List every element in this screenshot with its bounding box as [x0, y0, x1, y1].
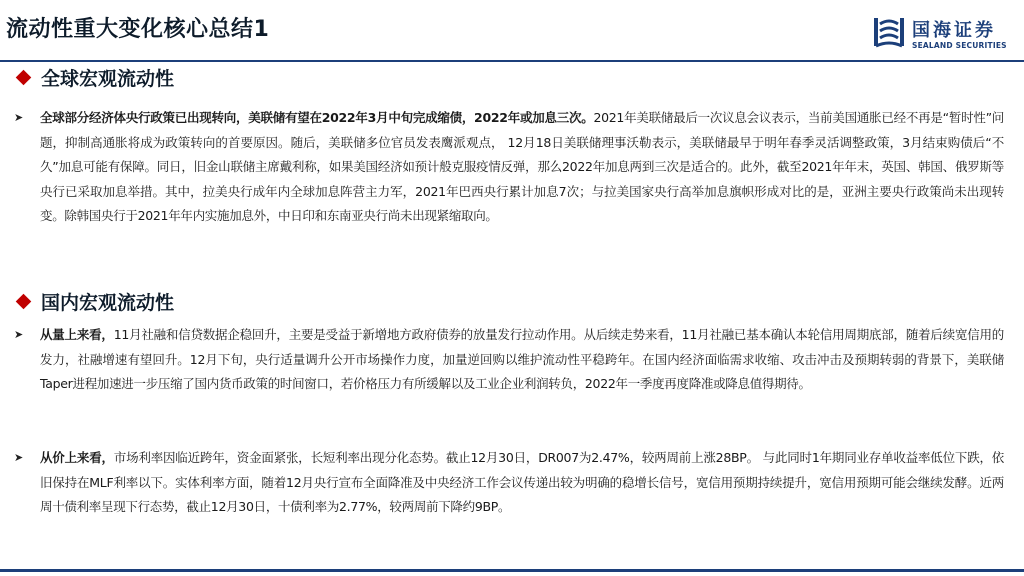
paragraph-body: 2021年美联储最后一次议息会议表示，当前美国通胀已经不再是“暂时性”问题，抑制高通胀将成为政策转向的首要原因。随后，美联储多位官员发表鹰派观点， 12月18日美联储理事沃勒表示，美联储最早于明年春季灵活调整政策，3月结束购债后“不久”加息可能有保障。同日，旧金山联储主席戴利称，如果美国经济如预计般克服疫情反弹，那么2022年加息两到三次是适合的。此外，截至2021年年末，英国、韩国、俄罗斯等央行已采取加息举措。其中，拉美央行成年内全球加息阵营主力军，2021年巴西央行累计加息7次；与拉美国家央行高举加息旗帜形成对比的是，亚洲主要央行政策尚未出现转变。除韩国央行于2021年年内实施加息外，中日印和东南亚央行尚未出现紧缩取向。 [40, 110, 1004, 223]
company-logo [872, 14, 1017, 56]
arrow-bullet-icon: ➤ [14, 451, 23, 464]
paragraph-lead: 全球部分经济体央行政策已出现转向，美联储有望在2022年3月中旬完成缩债，2022年或加息三次。 [40, 110, 594, 125]
header-divider [0, 60, 1024, 62]
paragraph-lead: 从价上来看， [40, 450, 114, 465]
logo-english-name: SEALAND SECURITIES [912, 41, 1007, 50]
arrow-bullet-icon: ➤ [14, 111, 23, 124]
diamond-bullet-icon [16, 293, 32, 309]
section-title: 国内宏观流动性 [41, 291, 175, 314]
section-title: 全球宏观流动性 [41, 67, 175, 90]
paragraph-lead: 从量上来看， [40, 327, 114, 342]
paragraph-global-policy [14, 106, 1004, 229]
footer-divider [0, 569, 1024, 572]
paragraph-quantity [14, 323, 1004, 397]
page-title: 流动性重大变化核心总结1 [6, 17, 270, 42]
section-header-global [14, 64, 174, 90]
logo-chinese-name: 国海证券 [912, 20, 996, 41]
paragraph-body: 市场利率因临近跨年，资金面紧张，长短利率出现分化态势。截止12月30日，DR007为2.47%，较两周前上涨28BP。 与此同时1年期同业存单收益率低位下跌，依旧保持在MLF利率以下。实体利率方面，随着12月央行宣布全面降准及中央经济工作会议传递出较为明确的稳增长信号，宽信用预期持续提升，宽信用预期可能会继续发酵。近两周十债利率呈现下行态势，截止12月30日，十债利率为2.77%，较两周前下降约9BP。 [40, 450, 1004, 514]
paragraph-price [14, 446, 1004, 520]
arrow-bullet-icon: ➤ [14, 328, 23, 341]
section-header-domestic [14, 288, 174, 314]
sealand-emblem-icon [872, 14, 906, 50]
paragraph-body: 11月社融和信贷数据企稳回升，主要是受益于新增地方政府债券的放量发行拉动作用。从后续走势来看，11月社融已基本确认本轮信用周期底部，随着后续宽信用的发力，社融增速有望回升。12月下旬，央行适量调升公开市场操作力度，加量逆回购以维护流动性平稳跨年。在国内经济面临需求收缩、攻击冲击及预期转弱的背景下，美联储Taper进程加速进一步压缩了国内货币政策的时间窗口，若价格压力有所缓解以及工业企业利润转负，2022年一季度再度降准或降息值得期待。 [40, 327, 1004, 391]
diamond-bullet-icon [16, 69, 32, 85]
